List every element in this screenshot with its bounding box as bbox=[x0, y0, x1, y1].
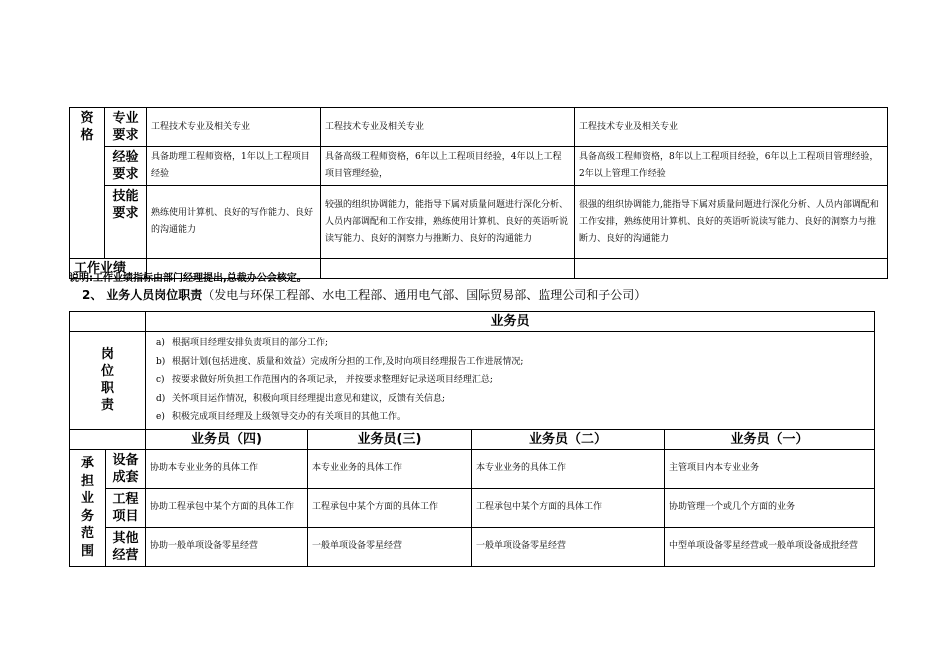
major-requirement-cell: 工程技术专业及相关专业 bbox=[321, 108, 575, 147]
row-label-skills: 技能 要求 bbox=[105, 186, 147, 259]
row-label-experience: 经验 要求 bbox=[105, 147, 147, 186]
scope-cell: 工程承包中某个方面的具体工作 bbox=[472, 488, 665, 527]
experience-requirement-cell: 具备助理工程师资格，1年以上工程项目经验 bbox=[147, 147, 321, 186]
duty-item: b) 根据计划(包括进度、质量和效益）完成所分担的工作,及时向项目经理报告工作进展情况; bbox=[156, 356, 524, 367]
performance-cell bbox=[575, 259, 888, 279]
scope-cell: 协助本专业业务的具体工作 bbox=[146, 449, 308, 488]
section-heading bbox=[82, 286, 646, 303]
scope-cell: 一般单项设备零星经营 bbox=[308, 527, 472, 566]
salesperson-table bbox=[69, 311, 875, 567]
experience-requirement-cell: 具备高级工程师资格，6年以上工程项目经验，4年以上工程项目管理经验， bbox=[321, 147, 575, 186]
level-header-3: 业务员(三) bbox=[308, 429, 472, 449]
header-blank-cell bbox=[70, 312, 146, 332]
scope-cell: 工程承包中某个方面的具体工作 bbox=[308, 488, 472, 527]
scope-cell: 协助一般单项设备零星经营 bbox=[146, 527, 308, 566]
scope-cell: 协助工程承包中某个方面的具体工作 bbox=[146, 488, 308, 527]
duty-item: d) 关怀项目运作情况，积极向项目经理提出意见和建议，反馈有关信息; bbox=[156, 393, 446, 404]
scope-label: 承 担 业 务 范 围 bbox=[70, 449, 106, 566]
level-header-2: 业务员（二） bbox=[472, 429, 665, 449]
scope-cell: 主管项目内本专业业务 bbox=[665, 449, 875, 488]
scope-cell: 本专业业务的具体工作 bbox=[472, 449, 665, 488]
section-subtitle: （发电与环保工程部、水电工程部、通用电气部、国际贸易部、监理公司和子公司） bbox=[202, 288, 647, 302]
duty-item: a) 根据项目经理安排负责项目的部分工作; bbox=[156, 338, 329, 348]
level-blank-cell bbox=[70, 429, 146, 449]
scope-row-label-project: 工程 项目 bbox=[106, 488, 146, 527]
scope-cell: 本专业业务的具体工作 bbox=[308, 449, 472, 488]
qualification-section-label: 资 格 bbox=[70, 108, 105, 259]
experience-requirement-cell: 具备高级工程师资格，8年以上工程项目经验，6年以上工程项目管理经验，2年以上管理工作经验 bbox=[575, 147, 888, 186]
major-requirement-cell: 工程技术专业及相关专业 bbox=[147, 108, 321, 147]
major-requirement-cell: 工程技术专业及相关专业 bbox=[575, 108, 888, 147]
section-title: 业务人员岗位职责 bbox=[106, 288, 203, 302]
performance-cell bbox=[321, 259, 575, 279]
scope-row-label-other: 其他 经营 bbox=[106, 527, 146, 566]
scope-cell: 协助管理一个或几个方面的业务 bbox=[665, 488, 875, 527]
salesperson-header: 业务员 bbox=[146, 312, 875, 332]
qualification-table bbox=[69, 107, 888, 279]
row-label-major: 专业 要求 bbox=[105, 108, 147, 147]
performance-note: 说明:工作业绩指标由部门经理提出,总裁办公会核定。 bbox=[69, 273, 307, 284]
duty-item: c) 按要求做好所负担工作范围内的各项记录， 并按要求整理好记录送项目经理汇总; bbox=[156, 375, 493, 385]
duties-list bbox=[146, 332, 875, 430]
scope-row-label-equipment: 设备 成套 bbox=[106, 449, 146, 488]
performance-label: 工作业绩 bbox=[70, 259, 147, 279]
scope-cell: 中型单项设备零星经营或一般单项设备成批经营 bbox=[665, 527, 875, 566]
level-header-4: 业务员（四) bbox=[146, 429, 308, 449]
level-header-1: 业务员（一） bbox=[665, 429, 875, 449]
section-number: 2、 bbox=[82, 288, 103, 302]
skills-requirement-cell: 较强的组织协调能力，能指导下属对质量问题进行深化分析、人员内部调配和工作安排，熟练使用计算机、良好的英语听说读写能力、良好的洞察力与推断力、良好的沟通能力 bbox=[321, 186, 575, 259]
scope-cell: 一般单项设备零星经营 bbox=[472, 527, 665, 566]
skills-requirement-cell: 熟练使用计算机、良好的写作能力、良好的沟通能力 bbox=[147, 186, 321, 259]
skills-requirement-cell: 很强的组织协调能力,能指导下属对质量问题进行深化分析、人员内部调配和工作安排，熟练使用计算机、良好的英语听说读写能力、良好的洞察力与推断力、良好的沟通能力 bbox=[575, 186, 888, 259]
duty-item: e) 积极完成项目经理及上级领导交办的有关项目的其他工作。 bbox=[156, 412, 407, 422]
duties-label: 岗 位 职 责 bbox=[70, 332, 146, 430]
